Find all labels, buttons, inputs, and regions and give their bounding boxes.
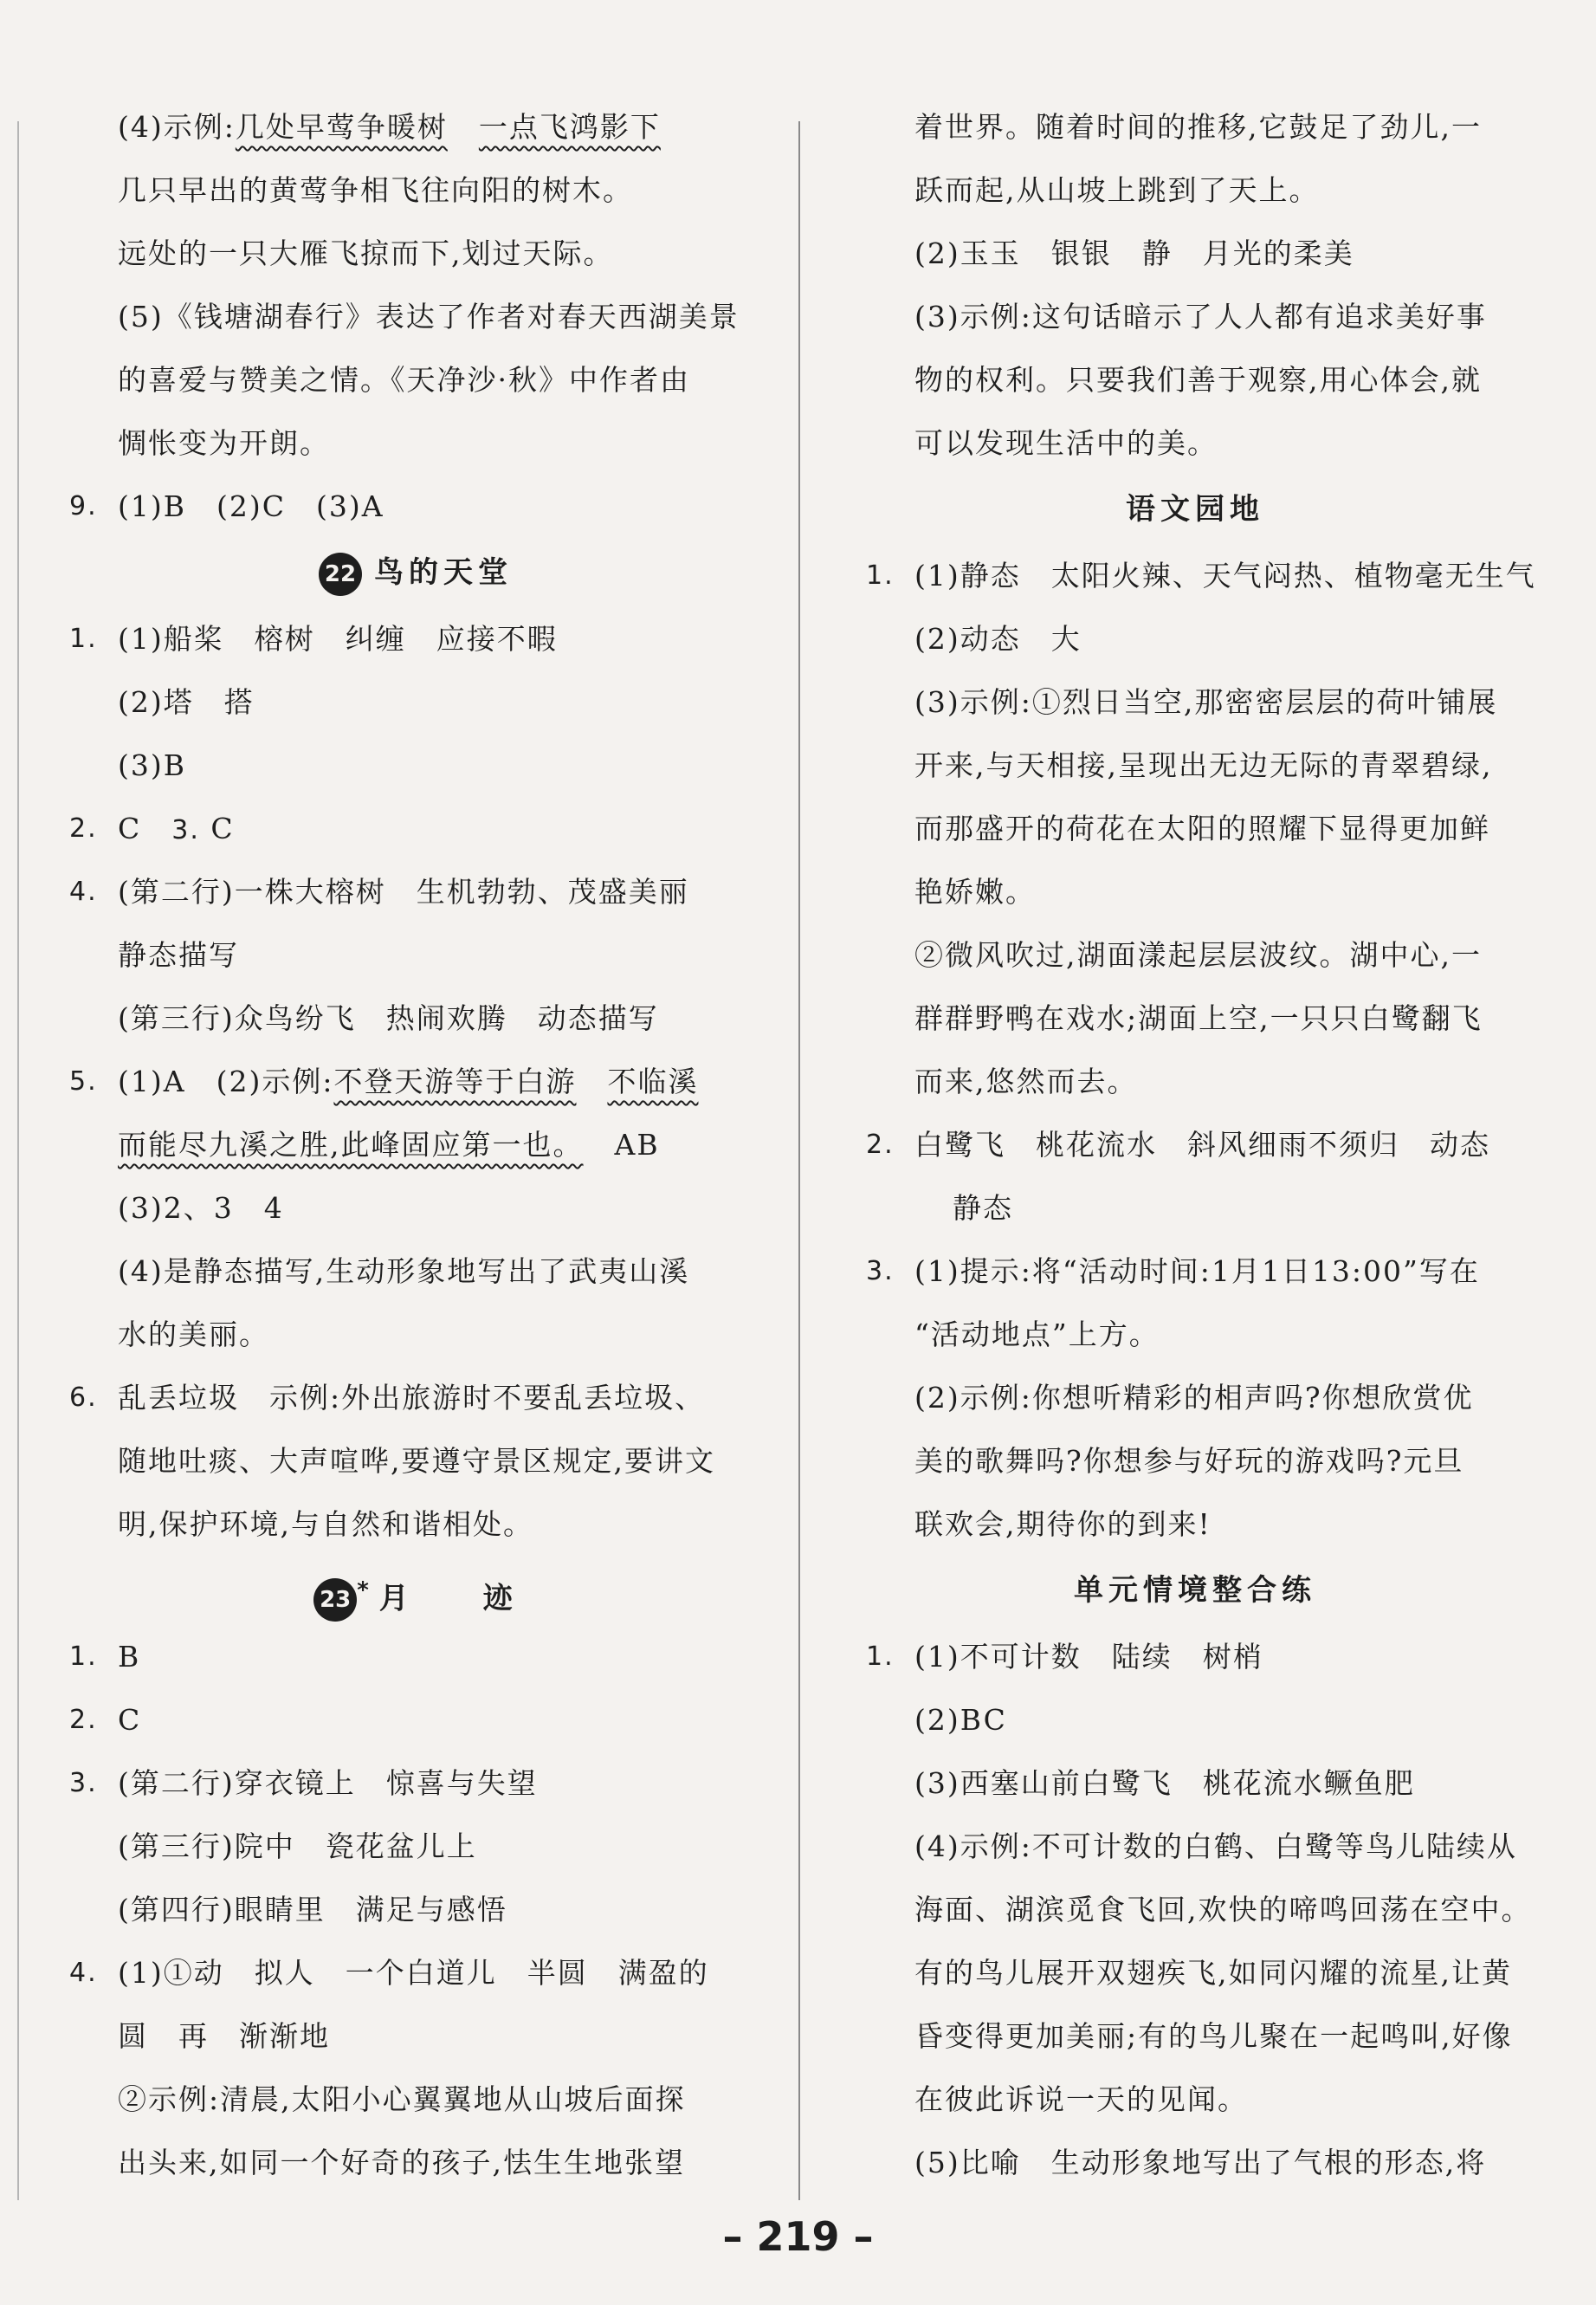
answer-line: (第三行)院中 瓷花盆儿上	[118, 1829, 477, 1863]
answer-line: ②示例:清晨,太阳小心翼翼地从山坡后面探	[118, 2082, 686, 2116]
answer-line: 可以发现生活中的美。	[914, 426, 1218, 460]
answer-line: 出头来,如同一个好奇的孩子,怯生生地张望	[118, 2146, 685, 2179]
column-divider	[798, 121, 800, 2200]
answer-line: 美的歌舞吗?你想参与好玩的游戏吗?元旦	[914, 1444, 1464, 1478]
lesson-22-heading	[69, 538, 762, 607]
question-2: 2. C	[69, 1703, 142, 1737]
answer-line: 惆怅变为开朗。	[118, 426, 330, 460]
answer-line: (第四行)眼睛里 满足与感悟	[118, 1893, 507, 1926]
answer-line: (第三行)众鸟纷飞 热闹欢腾 动态描写	[118, 1001, 659, 1035]
optional-lesson-star: *	[357, 1577, 374, 1603]
answer-line: 海面、湖滨觅食飞回,欢快的啼鸣回荡在空中。	[914, 1893, 1532, 1926]
answer-line: (2)BC	[914, 1703, 1007, 1737]
section-heading-unit-practice: 单元情境整合练	[1074, 1573, 1316, 1608]
answer-line: 明,保护环境,与自然和谐相处。	[118, 1507, 533, 1541]
question-4: 4. (1)①动 拟人 一个白道儿 半圆 满盈的	[69, 1956, 709, 1990]
lesson-number-badge: 23	[313, 1578, 357, 1622]
answer-line: 有的鸟儿展开双翅疾飞,如同闪耀的流星,让黄	[914, 1956, 1512, 1990]
answer-line: 圆 再 渐渐地	[118, 2019, 330, 2053]
answer-line: 远处的一只大雁飞掠而下,划过天际。	[118, 236, 614, 270]
answer-line: (5)比喻 生动形象地写出了气根的形态,将	[914, 2146, 1487, 2179]
answer-line: 联欢会,期待你的到来!	[914, 1507, 1212, 1541]
answer-line: 随地吐痰、大声喧哗,要遵守景区规定,要讲文	[118, 1444, 715, 1478]
answer-line: ②微风吹过,湖面漾起层层波纹。湖中心,一	[914, 938, 1482, 972]
answer-line: (4)示例:不可计数的白鹤、白鹭等鸟儿陆续从	[914, 1829, 1517, 1863]
answer-line: (2)玉玉 银银 静 月光的柔美	[914, 236, 1354, 270]
question-5: 5. (1)A (2)示例:不登天游等于白游 不临溪	[69, 1065, 699, 1098]
question-3: 3. (第二行)穿衣镜上 惊喜与失望	[69, 1766, 538, 1800]
answer-line: 而那盛开的荷花在太阳的照耀下显得更加鲜	[914, 812, 1490, 845]
answer-line: 昏变得更加美丽;有的鸟儿聚在一起鸣叫,好像	[914, 2019, 1513, 2053]
answer-line: (4)是静态描写,生动形象地写出了武夷山溪	[118, 1254, 690, 1288]
answer-line: (3)西塞山前白鹭飞 桃花流水鳜鱼肥	[914, 1766, 1415, 1800]
answer-line: (3)示例:这句话暗示了人人都有追求美好事	[914, 300, 1487, 333]
question-1: 1. (1)不可计数 陆续 树梢	[866, 1640, 1263, 1674]
question-2-3: 2. C 3. C	[69, 812, 235, 845]
question-4: 4. (第二行)一株大榕树 生机勃勃、茂盛美丽	[69, 875, 689, 909]
answer-line: 跃而起,从山坡上跳到了天上。	[914, 173, 1320, 207]
answer-line: 着世界。随着时间的推移,它鼓足了劲儿,一	[914, 110, 1482, 144]
answer-line: 几只早出的黄莺争相飞往向阳的树木。	[118, 173, 633, 207]
answer-line: (4)示例:几处早莺争暖树 一点飞鸿影下	[118, 110, 661, 144]
question-1: 1. (1)船桨 榕树 纠缠 应接不暇	[69, 622, 558, 656]
question-6: 6. 乱丢垃圾 示例:外出旅游时不要乱丢垃圾、	[69, 1381, 706, 1415]
answer-line: 在彼此诉说一天的见闻。	[914, 2082, 1248, 2116]
lesson-23-heading	[69, 1556, 762, 1625]
answer-line: 开来,与天相接,呈现出无边无际的青翠碧绿,	[914, 748, 1493, 782]
answer-line: (3)2、3 4	[118, 1191, 284, 1225]
answer-line: 艳娇嫩。	[914, 875, 1036, 909]
answer-line: (2)示例:你想听精彩的相声吗?你想欣赏优	[914, 1381, 1474, 1415]
page-edge-line	[17, 121, 19, 2200]
answer-line: 静态描写	[118, 938, 239, 972]
answer-line: (3)B	[118, 748, 186, 782]
question-2: 2. 白鹭飞 桃花流水 斜风细雨不须归 动态	[866, 1128, 1490, 1162]
answer-line: (3)示例:①烈日当空,那密密层层的荷叶铺展	[914, 685, 1498, 719]
question-1: 1. B	[69, 1640, 141, 1674]
answer-line: “活动地点”上方。	[914, 1318, 1160, 1351]
section-heading-yuwen-yuandi: 语文园地	[1126, 492, 1264, 527]
page-number: – 219 –	[722, 2213, 874, 2260]
answer-line: (2)动态 大	[914, 622, 1082, 656]
question-9: 9. (1)B (2)C (3)A	[69, 489, 384, 523]
answer-line: 物的权利。只要我们善于观察,用心体会,就	[914, 363, 1482, 397]
answer-line: 静态	[953, 1191, 1013, 1225]
lesson-number-badge: 22	[319, 553, 362, 596]
answer-line: 群群野鸭在戏水;湖面上空,一只只白鹭翻飞	[914, 1001, 1483, 1035]
answer-line: 水的美丽。	[118, 1318, 269, 1351]
answer-line: 而能尽九溪之胜,此峰固应第一也。 AB	[118, 1128, 660, 1162]
question-1: 1. (1)静态 太阳火辣、天气闷热、植物毫无生气	[866, 559, 1536, 592]
lesson-title: 鸟的天堂	[374, 555, 513, 590]
answer-line: (2)塔 搭	[118, 685, 255, 719]
answer-line: (5)《钱塘湖春行》表达了作者对春天西湖美景	[118, 300, 740, 333]
answer-line: 而来,悠然而去。	[914, 1065, 1138, 1098]
lesson-title: 月 迹	[378, 1581, 518, 1616]
answer-line: 的喜爱与赞美之情。《天净沙·秋》中作者由	[118, 363, 690, 397]
question-3: 3. (1)提示:将“活动时间:1月1日13:00”写在	[866, 1254, 1480, 1288]
right-column	[866, 95, 1536, 2194]
left-column	[69, 95, 762, 2194]
